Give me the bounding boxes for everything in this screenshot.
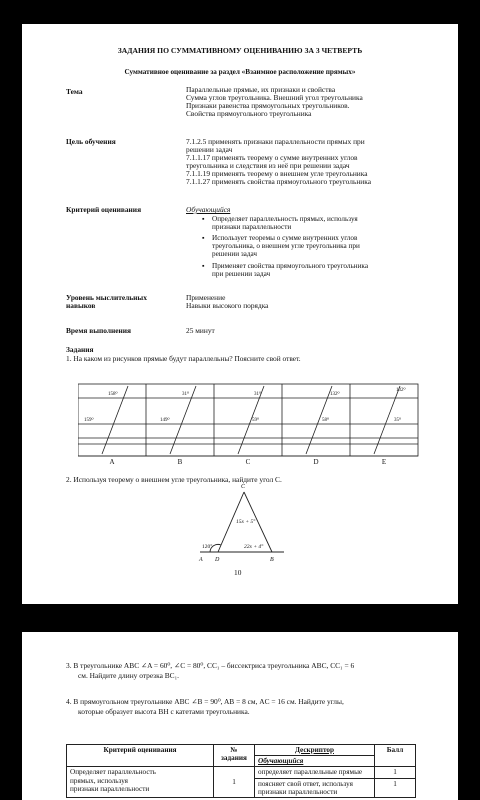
vertex-c-label: C: [241, 484, 246, 490]
worksheet-page-1: [22, 24, 458, 604]
topic-line: Признаки равенства прямоугольных треугольников.: [186, 101, 350, 110]
figure-e-letter: E: [381, 458, 387, 466]
task-1-figures: [78, 378, 428, 468]
header-descriptor: Дескриптор: [255, 745, 375, 756]
vertex-a-label: A: [199, 557, 203, 563]
header-score: Балл: [375, 745, 416, 767]
table-row: [67, 767, 416, 778]
assessment-table: [66, 744, 416, 798]
row-descriptor: определяет параллельные прямые: [255, 767, 375, 778]
figure-a-letter: A: [109, 458, 115, 466]
row-descriptor: поясняет свой ответ, используя признаки параллельности: [255, 778, 375, 797]
figure-e-top-angle: 132⁰: [396, 388, 406, 393]
topic-line: Параллельные прямые, их признаки и свойства: [186, 85, 336, 94]
level-label: навыков: [66, 301, 96, 310]
level-line: Навыки высокого порядка: [186, 301, 269, 310]
topic-line: Свойства прямоугольного треугольника: [186, 109, 312, 118]
task-2-text: 2. Используя теорему о внешнем угле треугольника, найдите угол C.: [66, 475, 282, 484]
criteria-item: ▪ Применяет свойства прямоугольного треугольника при решении задач: [212, 262, 368, 278]
exterior-angle-label: 120°: [202, 544, 213, 550]
task-4-text: 4. В прямоугольном треугольнике ABC ∠B = 90⁰, AB = 8 см, AC = 16 см. Найдите углы,: [66, 697, 344, 706]
row-criterion: Определяет параллельность прямых, используя признаки параллельности: [67, 767, 214, 798]
criteria-label: Критерий оценивания: [66, 205, 142, 214]
angle-b-expression: 22x + 4°: [244, 544, 264, 550]
task-3-text-cont: см. Найдите длину отрезка BC₁.: [78, 671, 179, 680]
figure-a-top-angle: 158⁰: [108, 392, 118, 397]
topic-label: Тема: [66, 87, 83, 96]
task-2-triangle: [172, 478, 312, 568]
angle-c-expression: 15x + 5°: [236, 519, 256, 525]
time-value: 25 минут: [186, 326, 215, 335]
goal-line: 7.1.1.17 применять теорему о сумме внутренних углов: [186, 153, 358, 162]
time-label: Время выполнения: [66, 326, 132, 335]
vertex-b-label: B: [270, 557, 274, 563]
figure-c-top-angle: 31⁰: [254, 392, 262, 397]
header-task-number: № задания: [214, 745, 255, 767]
figure-b-bottom-angle: 149⁰: [160, 418, 170, 423]
figure-c-letter: C: [245, 458, 251, 466]
page-title: ЗАДАНИЯ ПО СУММАТИВНОМУ ОЦЕНИВАНИЮ ЗА 3 ЧЕТВЕРТЬ: [117, 46, 363, 55]
worksheet-page-2: [22, 632, 458, 800]
row-task-number: 1: [214, 767, 255, 798]
figure-b-top-angle: 31⁰: [182, 392, 190, 397]
goal-label: Цель обучения: [66, 137, 116, 146]
goal-line: 7.1.1.27 применять свойства прямоугольного треугольника: [186, 177, 371, 186]
row-score: 1: [375, 778, 416, 797]
goal-line: 7.1.1.19 применять теорему о внешнем угле треугольника: [186, 169, 368, 178]
figure-a-bottom-angle: 159⁰: [84, 418, 94, 423]
figure-d-letter: D: [313, 458, 319, 466]
figure-d-bottom-angle: 58⁰: [322, 418, 330, 423]
header-criterion: Критерий оценивания: [67, 745, 214, 767]
criteria-intro: Обучающийся: [186, 205, 231, 214]
page-subtitle: Суммативное оценивание за раздел «Взаимное расположение прямых»: [124, 68, 356, 76]
goal-line: решении задач: [186, 145, 233, 154]
figures-frame: [78, 384, 418, 456]
tasks-heading: Задания: [66, 345, 94, 354]
criteria-item: ▪ Использует теоремы о сумме внутренних углов треугольника, о внешнем угле треугольника при решении задач: [212, 234, 360, 259]
figure-b-letter: B: [177, 458, 183, 466]
vertex-d-label: D: [215, 557, 220, 563]
figure-e-bottom-angle: 35⁰: [394, 418, 402, 423]
goal-line: 7.1.2.5 применять признаки параллельности прямых при: [186, 137, 365, 146]
figure-c-bottom-angle: 59⁰: [252, 418, 260, 423]
header-sub: Обучающийся: [255, 756, 375, 767]
level-label: Уровень мыслительных: [66, 293, 147, 302]
task-4-text-cont: которые образует высота BH с катетами треугольника.: [78, 707, 250, 716]
figure-d-top-angle: 132⁰: [330, 392, 340, 397]
task-1-text: 1. На каком из рисунков прямые будут параллельны? Поясните свой ответ.: [66, 354, 301, 363]
page-number: 10: [234, 568, 242, 577]
row-score: 1: [375, 767, 416, 778]
goal-line: треугольника и следствия из неё при решении задач: [186, 161, 350, 170]
table-header-row: [67, 745, 416, 756]
topic-line: Сумма углов треугольника. Внешний угол треугольника: [186, 93, 363, 102]
task-3-text: 3. В треугольнике ABC ∠A = 60⁰, ∠C = 80⁰, CC₁ – биссектриса треугольника ABC, CC₁ = 6: [66, 661, 355, 670]
criteria-item: ▪ Определяет параллельность прямых, используя признаки параллельности: [212, 215, 358, 231]
level-line: Применение: [186, 293, 226, 302]
